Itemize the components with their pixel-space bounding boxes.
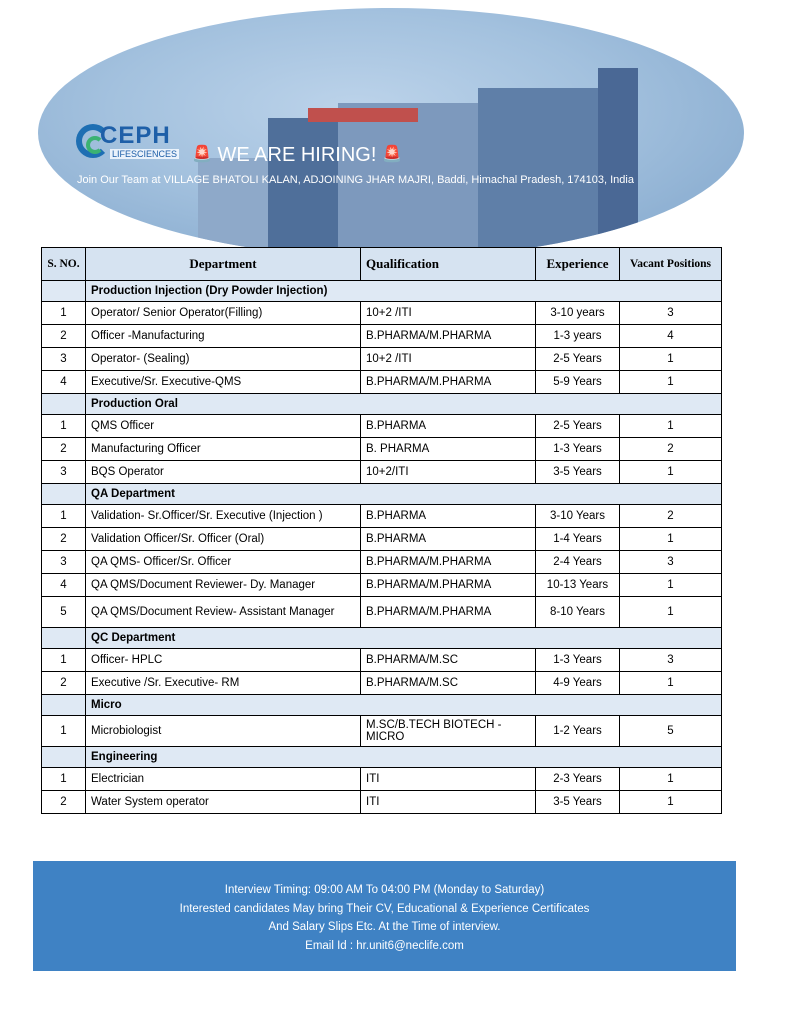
table-row (42, 716, 722, 747)
header-experience: Experience (536, 248, 620, 281)
section-row (42, 394, 722, 415)
cell-sno: 1 (42, 302, 86, 325)
cell-department: Manufacturing Officer (86, 438, 361, 461)
cell-sno: 3 (42, 348, 86, 371)
table-header-row (42, 248, 722, 281)
cell-qualification: B.PHARMA/M.PHARMA (361, 325, 536, 348)
header-vacant: Vacant Positions (620, 248, 722, 281)
cell-experience: 2-5 Years (536, 348, 620, 371)
cell-vacant: 3 (620, 649, 722, 672)
documents-note: Interested candidates May bring Their CV, Educational & Experience Certificates (179, 902, 590, 915)
cell-qualification: B.PHARMA (361, 528, 536, 551)
header-sno: S. NO. (42, 248, 86, 281)
cell-department: Operator/ Senior Operator(Filling) (86, 302, 361, 325)
cell-sno: 4 (42, 371, 86, 394)
cell-experience: 5-9 Years (536, 371, 620, 394)
cell-qualification: ITI (361, 768, 536, 791)
cell-qualification: B.PHARMA/M.SC (361, 649, 536, 672)
building-canopy (308, 108, 418, 122)
section-row (42, 747, 722, 768)
cell-vacant: 1 (620, 574, 722, 597)
cell-experience: 3-10 years (536, 302, 620, 325)
cell-vacant: 1 (620, 461, 722, 484)
cell-department: Validation Officer/Sr. Officer (Oral) (86, 528, 361, 551)
cell-department: QA QMS/Document Reviewer- Dy. Manager (86, 574, 361, 597)
section-title: Production Injection (Dry Powder Injection) (86, 281, 722, 302)
table-row (42, 325, 722, 348)
cell-department: QA QMS/Document Review- Assistant Manager (86, 597, 361, 628)
cell-experience: 2-5 Years (536, 415, 620, 438)
cell-vacant: 2 (620, 438, 722, 461)
cell-experience: 1-3 Years (536, 649, 620, 672)
cell-experience: 2-3 Years (536, 768, 620, 791)
cell-experience: 1-3 years (536, 325, 620, 348)
table-row (42, 672, 722, 695)
table-row (42, 649, 722, 672)
section-title: Micro (86, 695, 722, 716)
cell-experience: 10-13 Years (536, 574, 620, 597)
section-title: Production Oral (86, 394, 722, 415)
cell-department: BQS Operator (86, 461, 361, 484)
cell-vacant: 1 (620, 672, 722, 695)
building-image (478, 88, 598, 258)
cell-experience: 3-5 Years (536, 461, 620, 484)
cell-department: Executive/Sr. Executive-QMS (86, 371, 361, 394)
cell-qualification: B.PHARMA/M.PHARMA (361, 551, 536, 574)
table-row (42, 438, 722, 461)
section-title: Engineering (86, 747, 722, 768)
cell-qualification: B.PHARMA/M.PHARMA (361, 371, 536, 394)
cell-vacant: 1 (620, 791, 722, 814)
cell-qualification: B.PHARMA/M.SC (361, 672, 536, 695)
table-row (42, 371, 722, 394)
cell-department: Validation- Sr.Officer/Sr. Executive (Injection ) (86, 505, 361, 528)
cell-experience: 4-9 Years (536, 672, 620, 695)
cell-sno: 2 (42, 438, 86, 461)
cell-experience: 2-4 Years (536, 551, 620, 574)
cell-sno: 1 (42, 649, 86, 672)
table-row (42, 791, 722, 814)
cell-qualification: ITI (361, 791, 536, 814)
cell-sno: 1 (42, 768, 86, 791)
logo-name: CEPH (100, 122, 171, 149)
building-image (598, 68, 638, 258)
cell-qualification: B.PHARMA/M.PHARMA (361, 574, 536, 597)
cell-department: Officer -Manufacturing (86, 325, 361, 348)
section-sno-cell (42, 695, 86, 716)
cell-sno: 5 (42, 597, 86, 628)
table-row (42, 415, 722, 438)
join-line (77, 174, 634, 186)
section-row (42, 484, 722, 505)
cell-department: Officer- HPLC (86, 649, 361, 672)
table-row (42, 597, 722, 628)
join-address: VILLAGE BHATOLI KALAN, ADJOINING JHAR MAJRI, Baddi, Himachal Pradesh, 174103, India (163, 174, 634, 186)
cell-qualification: B. PHARMA (361, 438, 536, 461)
footer-banner (33, 861, 736, 971)
cell-department: Executive /Sr. Executive- RM (86, 672, 361, 695)
alarm-icon: 🚨 (381, 146, 402, 163)
table-row (42, 348, 722, 371)
building-image (268, 118, 338, 258)
section-title: QA Department (86, 484, 722, 505)
cell-vacant: 1 (620, 348, 722, 371)
section-sno-cell (42, 484, 86, 505)
section-sno-cell (42, 394, 86, 415)
cell-vacant: 4 (620, 325, 722, 348)
cell-experience: 1-2 Years (536, 716, 620, 747)
cell-department: Electrician (86, 768, 361, 791)
cell-sno: 1 (42, 505, 86, 528)
header-qualification: Qualification (361, 248, 536, 281)
header-department: Department (86, 248, 361, 281)
hiring-text: WE ARE HIRING! (217, 144, 377, 166)
cell-sno: 1 (42, 716, 86, 747)
table-row (42, 505, 722, 528)
table-body (42, 281, 722, 814)
section-sno-cell (42, 747, 86, 768)
cell-vacant: 1 (620, 415, 722, 438)
cell-qualification: M.SC/B.TECH BIOTECH - MICRO (361, 716, 536, 747)
cell-experience: 8-10 Years (536, 597, 620, 628)
cell-department: Microbiologist (86, 716, 361, 747)
logo-subtitle: LIFESCIENCES (112, 149, 178, 159)
table-row (42, 461, 722, 484)
table-row (42, 302, 722, 325)
join-prefix: Join Our Team at (77, 174, 164, 186)
cell-vacant: 1 (620, 371, 722, 394)
cell-qualification: B.PHARMA/M.PHARMA (361, 597, 536, 628)
table-row (42, 551, 722, 574)
cell-vacant: 5 (620, 716, 722, 747)
cell-department: QA QMS- Officer/Sr. Officer (86, 551, 361, 574)
section-title: QC Department (86, 628, 722, 649)
cell-qualification: 10+2 /ITI (361, 302, 536, 325)
cell-experience: 1-4 Years (536, 528, 620, 551)
cell-vacant: 2 (620, 505, 722, 528)
table-row (42, 528, 722, 551)
cell-sno: 3 (42, 551, 86, 574)
cell-sno: 2 (42, 528, 86, 551)
cell-sno: 2 (42, 791, 86, 814)
section-row (42, 695, 722, 716)
section-row (42, 628, 722, 649)
cell-vacant: 3 (620, 302, 722, 325)
cell-experience: 3-5 Years (536, 791, 620, 814)
section-sno-cell (42, 281, 86, 302)
cell-vacant: 1 (620, 597, 722, 628)
cell-experience: 3-10 Years (536, 505, 620, 528)
cell-qualification: B.PHARMA (361, 415, 536, 438)
cell-sno: 3 (42, 461, 86, 484)
cell-department: QMS Officer (86, 415, 361, 438)
interview-timing: Interview Timing: 09:00 AM To 04:00 PM (Monday to Saturday) (224, 884, 545, 896)
cell-department: Water System operator (86, 791, 361, 814)
cell-experience: 1-3 Years (536, 438, 620, 461)
cell-sno: 2 (42, 325, 86, 348)
cell-vacant: 1 (620, 528, 722, 551)
table-row (42, 768, 722, 791)
cell-qualification: B.PHARMA (361, 505, 536, 528)
cell-department: Operator- (Sealing) (86, 348, 361, 371)
section-sno-cell (42, 628, 86, 649)
cell-vacant: 3 (620, 551, 722, 574)
table-row (42, 574, 722, 597)
cell-sno: 4 (42, 574, 86, 597)
section-row (42, 281, 722, 302)
cell-qualification: 10+2/ITI (361, 461, 536, 484)
alarm-icon: 🚨 (192, 146, 212, 163)
cell-qualification: 10+2 /ITI (361, 348, 536, 371)
hiring-headline (192, 144, 402, 167)
cell-sno: 2 (42, 672, 86, 695)
cell-sno: 1 (42, 415, 86, 438)
vacancy-table (41, 247, 722, 814)
documents-note-cont: And Salary Slips Etc. At the Time of interview. (268, 921, 501, 933)
cell-vacant: 1 (620, 768, 722, 791)
email-line: Email Id : hr.unit6@neclife.com (305, 939, 464, 952)
